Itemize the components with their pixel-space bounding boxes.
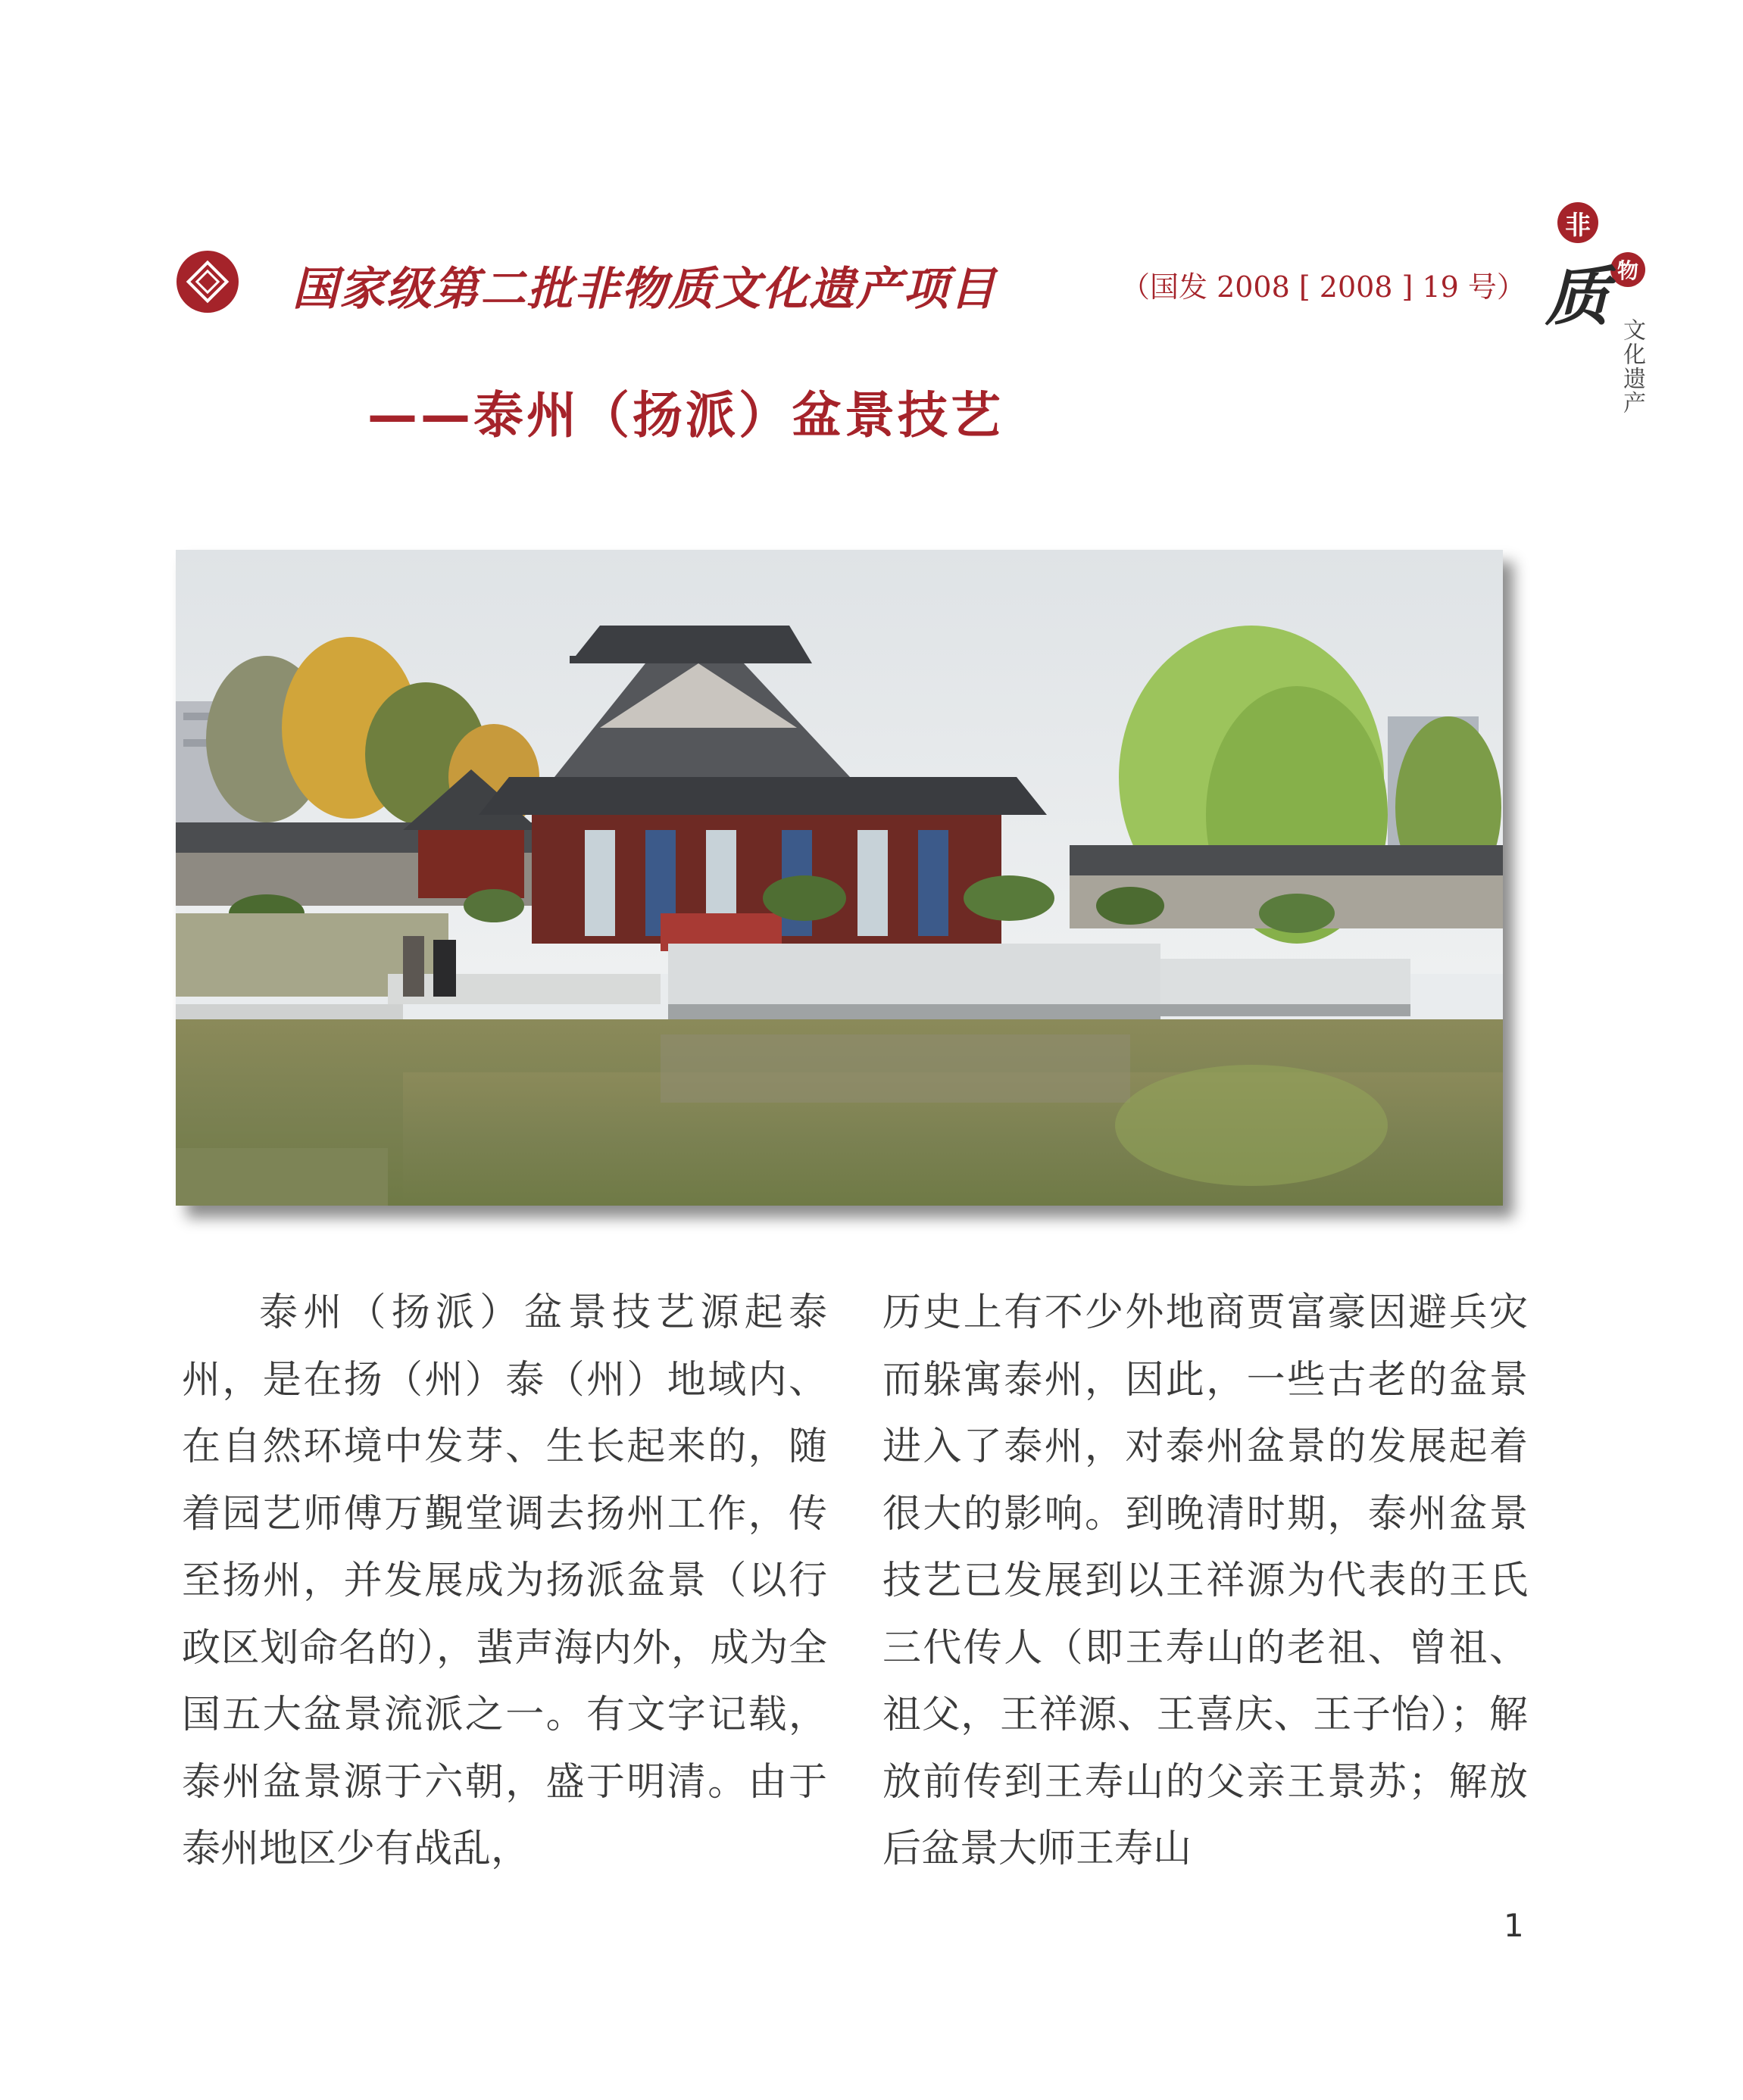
- logo-char-wu: 物: [1610, 252, 1645, 287]
- paragraph-right: 历史上有不少外地商贾富豪因避兵灾而躲寓泰州，因此，一些古老的盆景进入了泰州，对泰州盆景的发展起着很大的影响。到晚清时期，泰州盆景技艺已发展到以王祥源为代表的王氏三代传人（即王寿山的老祖、曾祖、祖父，王祥源、王喜庆、王子怡）；解放前传到王寿山的父亲王景苏；解放后盆景大师王寿山: [882, 1290, 1528, 1871]
- title-document-number: （国发 2008 [ 2008 ] 19 号）: [1121, 270, 1526, 304]
- logo-char-zhi: 质: [1545, 259, 1610, 334]
- body-column-right: [882, 1280, 1528, 1883]
- chinese-pavilion-photo-icon: [176, 550, 1503, 1206]
- page-subtitle: ——泰州（扬派）盆景技艺: [367, 386, 1004, 445]
- paragraph-left: 泰州（扬派）盆景技艺源起泰州，是在扬（州）泰（州）地域内、在自然环境中发芽、生长起来的，随着园艺师傅万覲堂调去扬州工作，传至扬州，并发展成为扬派盆景（以行政区划命名的），蜚声海内外，成为全国五大盆景流派之一。有文字记载，泰州盆景源于六朝，盛于明清。由于泰州地区少有战乱，: [182, 1290, 827, 1871]
- page-number: 1: [1504, 1907, 1524, 1944]
- logo-char-fei: 非: [1557, 202, 1598, 243]
- corner-logo: [1538, 193, 1644, 435]
- emblem-icon: [176, 250, 239, 314]
- page-title: 国家级第二批非物质文化遗产项目: [292, 263, 997, 316]
- body-column-left: [182, 1280, 827, 1883]
- garden-photo: [176, 550, 1503, 1206]
- logo-vertical-text: 文化遗产: [1619, 318, 1645, 415]
